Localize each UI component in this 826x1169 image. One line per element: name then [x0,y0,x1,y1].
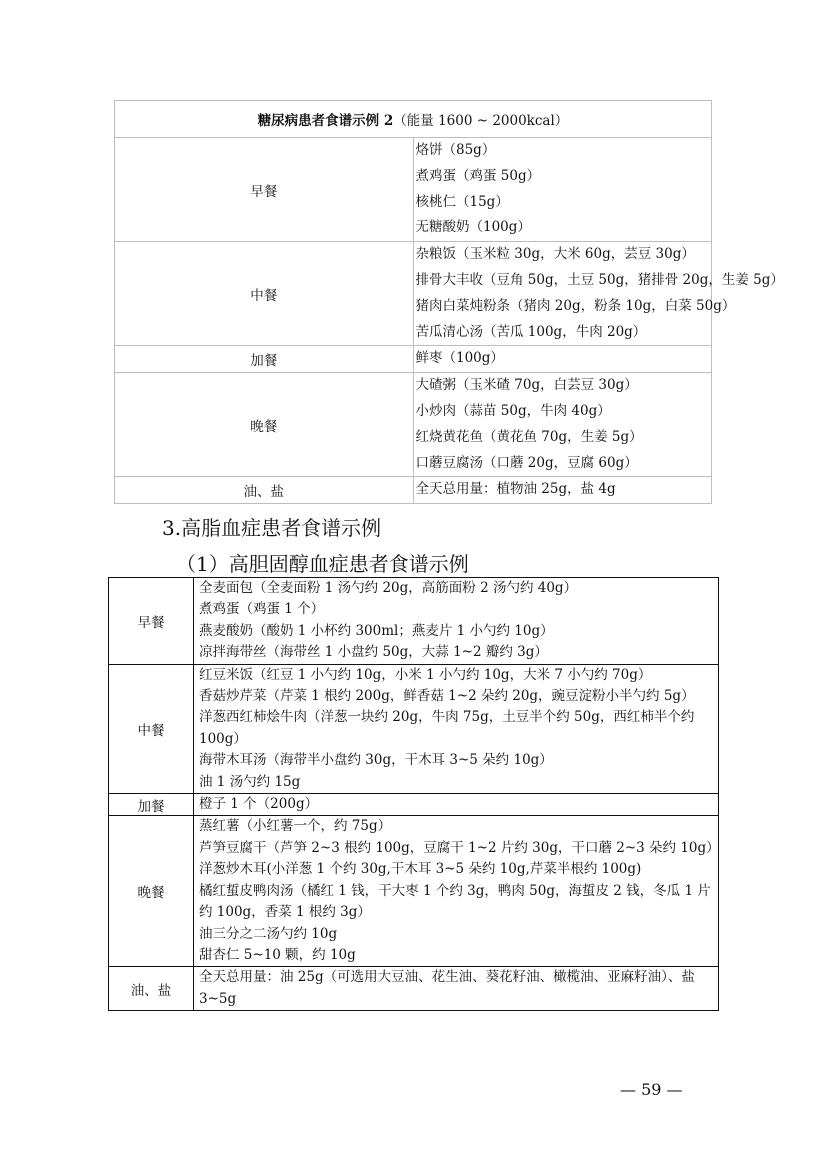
meal-label: 早餐 [109,578,194,665]
menu-item: 全麦面包（全麦面粉 1 汤勺约 20g，高筋面粉 2 汤勺约 40g） [199,580,578,596]
meal-label: 油、盐 [115,477,414,504]
meal-items [194,794,719,816]
menu-item: 猪肉白菜炖粉条（猪肉 20g，粉条 10g，白菜 50g） [415,297,736,314]
meal-label: 中餐 [115,242,414,346]
menu-item: 蒸红薯（小红薯一个，约 75g） [199,818,392,835]
meal-items [413,346,712,373]
menu-item: 香菇炒芹菜（芹菜 1 根约 200g，鲜香菇 1~2 朵约 20g，豌豆淀粉小半勺约 5g） [199,688,695,705]
table-title-bold: 糖尿病患者食谱示例 2 [257,113,394,129]
table-row [115,373,712,477]
table-row [115,242,712,346]
menu-item: 洋葱炒木耳(小洋葱 1 个约 30g,干木耳 3~5 朵约 10g,芹菜半根约 100g) [199,861,642,878]
table-title [115,101,712,138]
meal-label: 晚餐 [109,816,194,967]
table-row [109,578,719,665]
menu-item: 橙子 1 个（200g） [199,796,319,813]
menu-item: 杂粮饭（玉米粒 30g，大米 60g，芸豆 30g） [415,246,695,263]
menu-item: 油 1 汤勺约 15g [199,773,301,790]
meal-items [413,138,712,242]
menu-item: 苦瓜清心汤（苦瓜 100g，牛肉 20g） [415,323,647,340]
meal-label: 加餐 [109,794,194,816]
table-row [115,346,712,373]
hypercholesterolemia-menu-table [108,577,719,1011]
menu-item: 大碴粥（玉米碴 70g，白芸豆 30g） [415,377,638,394]
menu-item: 全天总用量：油 25g（可选用大豆油、花生油、葵花籽油、橄榄油、亚麻籽油）、盐 3~5g [199,969,695,1007]
page-number: — 59 — [620,1080,683,1099]
menu-item: 凉拌海带丝（海带丝 1 小盘约 50g，大蒜 1~2 瓣约 3g） [199,644,548,661]
menu-item: 红豆米饭（红豆 1 小勺约 10g，小米 1 小勺约 10g，大米 7 小勺约 70g） [199,666,652,683]
table-row [109,967,719,1011]
table-row [115,138,712,242]
menu-item: 口蘑豆腐汤（口蘑 20g，豆腐 60g） [415,454,638,471]
subsection-heading: （1）高胆固醇血症患者食谱示例 [176,552,469,576]
meal-label: 中餐 [109,664,194,793]
meal-label: 早餐 [115,138,414,242]
meal-items [413,477,712,504]
meal-items [194,664,719,793]
meal-items [194,578,719,665]
table-row [109,664,719,793]
menu-item: 无糖酸奶（100g） [415,219,531,236]
meal-label: 晚餐 [115,373,414,477]
menu-item: 煮鸡蛋（鸡蛋 1 个） [199,601,325,618]
menu-item: 海带木耳汤（海带半小盘约 30g，干木耳 3~5 朵约 10g） [199,752,553,769]
meal-items [194,816,719,967]
menu-item: 燕麦酸奶（酸奶 1 小杯约 300ml；燕麦片 1 小勺约 10g） [199,622,554,639]
table-row [115,477,712,504]
meal-items [194,967,719,1011]
table-row [109,794,719,816]
menu-item: 油三分之二汤勺约 10g [199,925,338,942]
menu-item: 煮鸡蛋（鸡蛋 50g） [415,167,541,184]
diabetes-menu-table [114,100,784,504]
menu-item: 芦笋豆腐干（芦笋 2~3 根约 100g，豆腐干 1~2 片约 30g，干口蘑 2~3 朵约 10g） [199,839,720,856]
meal-label: 加餐 [115,346,414,373]
menu-item: 排骨大丰收（豆角 50g，土豆 50g，猪排骨 20g，生姜 5g） [415,271,784,288]
menu-item: 洋葱西红柿烩牛肉（洋葱一块约 20g，牛肉 75g，土豆半个约 50g，西红柿半个约 100g） [199,709,695,747]
section-heading: 3.高脂血症患者食谱示例 [162,516,382,540]
menu-item: 鲜枣（100g） [415,350,504,367]
table-row [109,816,719,967]
menu-item: 橘红蜇皮鸭肉汤（橘红 1 钱，干大枣 1 个约 3g，鸭肉 50g，海蜇皮 2 钱，冬瓜 1 片约 100g，香菜 1 根约 3g） [199,882,711,921]
menu-item: 小炒肉（蒜苗 50g，牛肉 40g） [415,402,611,419]
table-title-energy: （能量 1600 ~ 2000kcal） [393,113,569,129]
menu-item: 甜杏仁 5~10 颗，约 10g [199,946,356,963]
menu-item: 烙饼（85g） [415,142,496,158]
meal-items [413,373,712,477]
menu-item: 核桃仁（15g） [415,193,509,210]
menu-item: 全天总用量：植物油 25g，盐 4g [415,481,616,498]
meal-items [413,242,784,346]
meal-label: 油、盐 [109,967,194,1011]
menu-item: 红烧黄花鱼（黄花鱼 70g，生姜 5g） [415,428,643,445]
